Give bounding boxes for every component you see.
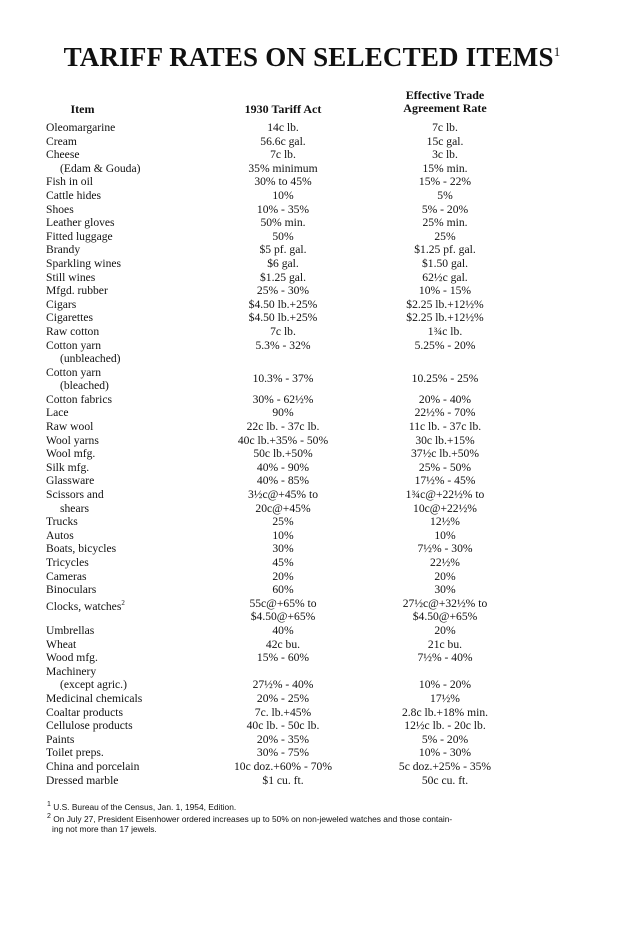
effective-rate-cell: $2.25 lb.+12½% [406, 311, 484, 325]
item-cell: Coaltar products [46, 705, 123, 719]
effective-rate-cell: 5.25% - 20% [414, 338, 476, 352]
table-row [0, 406, 624, 420]
effective-rate-cell: 12½% [430, 515, 460, 529]
table-row [0, 434, 624, 448]
effective-rate-cell: 10% - 15% [418, 284, 472, 298]
act-1930-cell: 50% min. [260, 216, 306, 230]
act-1930-cell: 45% [272, 556, 294, 569]
column-header-effective-rate: Effective Trade Agreement Rate [403, 88, 487, 115]
effective-rate-cell: 22½% - 70% [414, 406, 476, 420]
table-row [0, 162, 624, 176]
act-1930-cell: 35% minimum [248, 161, 318, 175]
item-cell: Wood mfg. [46, 651, 98, 665]
table-row [0, 284, 624, 298]
item-cell: Oleomargarine [46, 121, 116, 134]
table-row [0, 148, 624, 162]
effective-rate-cell: 21c bu. [427, 637, 463, 651]
effective-rate-cell: 25% min. [422, 216, 468, 230]
act-1930-cell: 30% - 62½% [252, 392, 314, 406]
item-cell: Glassware [46, 474, 95, 488]
table-row [0, 760, 624, 774]
effective-rate-cell: 50c cu. ft. [421, 773, 469, 787]
act-1930-cell: 40c lb.+35% - 50% [237, 433, 329, 447]
act-1930-cell: 15% - 60% [256, 651, 310, 665]
item-cell: Cellulose products [46, 719, 133, 733]
act-1930-cell: 25% - 30% [256, 284, 310, 298]
effective-rate-cell: 62½c gal. [422, 270, 468, 284]
footnote-2-continued: ing not more than 17 jewels. [52, 823, 157, 834]
act-1930-cell: 30% [272, 542, 294, 556]
table-row [0, 461, 624, 475]
act-1930-cell: $5 pf. gal. [259, 243, 307, 257]
table-row [0, 230, 624, 244]
item-cell: Scissors and shears [46, 488, 104, 515]
act-1930-cell: 40c lb. - 50c lb. [246, 719, 320, 733]
act-1930-cell: 42c bu. [265, 637, 301, 651]
effective-rate-cell: 5% - 20% [421, 732, 469, 746]
item-cell: Cameras [46, 569, 87, 583]
table-row [0, 216, 624, 230]
effective-rate-cell: 10% [434, 528, 456, 542]
act-1930-cell: 56.6c gal. [260, 134, 306, 148]
act-1930-cell: $4.50 lb.+25% [248, 311, 318, 325]
table-row [0, 189, 624, 203]
table-row [0, 665, 624, 692]
item-cell: Cattle hides [46, 188, 102, 202]
act-1930-cell: 7c lb. [270, 324, 296, 338]
table-row [0, 393, 624, 407]
table-row [0, 733, 624, 747]
act-1930-cell: 10% [272, 528, 294, 542]
act-1930-cell: 10c doz.+60% - 70% [234, 759, 332, 773]
item-cell: Raw cotton [46, 324, 100, 338]
act-1930-cell: $6 gal. [267, 256, 299, 270]
effective-rate-cell: 25% - 50% [418, 460, 472, 474]
act-1930-cell: 22c lb. - 37c lb. [246, 420, 320, 434]
effective-rate-cell: 7½% - 30% [417, 542, 473, 556]
item-cell: China and porcelain [46, 759, 140, 773]
item-cell: Autos [46, 528, 74, 542]
table-row [0, 135, 624, 149]
act-1930-cell: 60% [272, 583, 294, 597]
footnote-marker: 2 [121, 598, 125, 607]
effective-rate-cell: 5% [437, 188, 453, 202]
item-cell: Medicinal chemicals [46, 691, 143, 705]
table-row [0, 203, 624, 217]
act-1930-cell: 10% - 35% [256, 202, 310, 216]
title-footnote-marker: 1 [553, 44, 561, 59]
item-cell: Brandy [46, 243, 81, 257]
footnote-1: $^1$ U.S. Bureau of the Census, Jan. 1, 1954, Edition. [47, 801, 237, 812]
effective-rate-cell: 15c gal. [426, 134, 464, 148]
act-1930-cell: 3½c@+45% to 20c@+45% [247, 488, 319, 515]
item-cell: Wool mfg. [46, 447, 96, 461]
item-cell: Still wines [46, 270, 96, 284]
act-1930-cell: 25% [272, 515, 294, 529]
item-cell: Raw wool [46, 420, 94, 434]
table-row [0, 243, 624, 257]
act-1930-cell: $1 cu. ft. [262, 773, 304, 787]
effective-rate-cell: 30c lb.+15% [415, 433, 475, 447]
table-row [0, 774, 624, 788]
item-cell: Trucks [46, 515, 78, 529]
table-row [0, 474, 624, 488]
item-cell: Clocks, watches$^2$ [46, 598, 125, 613]
effective-rate-cell: 27½c@+32½% to $4.50@+65% [402, 596, 488, 624]
item-cell: Leather gloves [46, 216, 115, 230]
effective-rate-cell: 15% - 22% [418, 175, 472, 189]
table-row [0, 556, 624, 570]
item-cell: Wheat [46, 637, 77, 651]
effective-rate-cell: 3c lb. [432, 148, 458, 162]
effective-rate-cell: 7c lb. [432, 121, 458, 134]
table-row [0, 175, 624, 189]
act-1930-cell: 27½% - 40% [252, 678, 314, 692]
act-1930-cell: 20% [272, 569, 294, 583]
act-1930-cell: 40% - 85% [256, 474, 310, 488]
item-cell: Boats, bicycles [46, 542, 117, 556]
table-row [0, 311, 624, 325]
table-row [0, 570, 624, 584]
item-cell: Binoculars [46, 583, 97, 597]
item-cell: Silk mfg. [46, 460, 90, 474]
effective-rate-cell: 10% - 20% [418, 678, 472, 692]
act-1930-cell: 10.3% - 37% [252, 372, 314, 386]
item-cell: Shoes [46, 202, 74, 216]
footnotes [47, 800, 587, 834]
effective-rate-cell: 11c lb. - 37c lb. [408, 420, 482, 434]
act-1930-cell: 40% [272, 623, 294, 637]
effective-rate-cell: 22½% [430, 556, 460, 569]
act-1930-cell: 14c lb. [267, 121, 299, 134]
effective-rate-cell: 20% - 40% [418, 392, 472, 406]
act-1930-cell: 50c lb.+50% [253, 447, 313, 461]
effective-rate-cell: 10% - 30% [418, 746, 472, 760]
act-1930-cell: 7c. lb.+45% [254, 705, 312, 719]
effective-rate-cell: 10.25% - 25% [411, 372, 479, 386]
table-row [0, 325, 624, 339]
effective-rate-cell: 12½c lb. - 20c lb. [404, 719, 486, 733]
table-row [0, 542, 624, 556]
table-row [0, 624, 624, 638]
item-cell: Machinery (except agric.) [46, 664, 127, 692]
item-cell: Wool yarns [46, 433, 99, 447]
effective-rate-cell: $1.25 pf. gal. [414, 243, 476, 257]
item-cell: Toilet preps. [46, 746, 104, 760]
act-1930-cell: $4.50 lb.+25% [248, 297, 318, 311]
act-1930-cell: 5.3% - 32% [255, 338, 311, 352]
table-row [0, 597, 624, 624]
item-cell: (Edam & Gouda) [60, 161, 141, 175]
item-cell: Paints [46, 732, 75, 746]
effective-rate-cell: 1¾c lb. [427, 324, 463, 338]
effective-rate-cell: 1¾c@+22½% to 10c@+22½% [405, 488, 485, 515]
item-cell: Cotton yarn (bleached) [46, 365, 109, 393]
item-cell: Cheese [46, 148, 80, 162]
table-row [0, 121, 624, 135]
effective-rate-cell: 17½% - 45% [414, 474, 476, 488]
act-1930-cell: 50% [272, 229, 294, 243]
effective-rate-cell: 37½c lb.+50% [410, 447, 480, 461]
act-1930-cell: 90% [272, 406, 294, 420]
effective-rate-cell: $1.50 gal. [421, 256, 469, 270]
act-1930-cell: 55c@+65% to $4.50@+65% [249, 596, 317, 624]
column-header-item: Item [70, 102, 95, 116]
table-row [0, 420, 624, 434]
effective-rate-cell: 20% [434, 569, 456, 583]
effective-rate-cell: 30% [434, 583, 456, 597]
table-row [0, 719, 624, 733]
item-cell: Mfgd. rubber [46, 284, 108, 298]
table-row [0, 298, 624, 312]
table-row [0, 651, 624, 665]
act-1930-cell: 20% - 25% [256, 691, 310, 705]
table-row [0, 746, 624, 760]
item-cell: Dressed marble [46, 773, 119, 787]
effective-rate-cell: 17½% [430, 691, 460, 705]
table-row [0, 583, 624, 597]
act-1930-cell: 7c lb. [270, 148, 296, 162]
table-row [0, 339, 624, 366]
column-header-1930-act: 1930 Tariff Act [244, 102, 322, 116]
act-1930-cell: $1.25 gal. [259, 270, 307, 284]
item-cell: Fitted luggage [46, 229, 113, 243]
table-row [0, 488, 624, 515]
table-row [0, 257, 624, 271]
footnote-2: $^2$ On July 27, President Eisenhower ordered increases up to 50% on non-jeweled watches and those contain- [47, 812, 453, 824]
tariff-table [0, 121, 624, 787]
item-cell: Cream [46, 134, 77, 148]
item-cell: Cigarettes [46, 311, 94, 325]
table-row [0, 515, 624, 529]
table-row [0, 692, 624, 706]
effective-rate-cell: 7½% - 40% [417, 651, 473, 665]
effective-rate-cell: 5c doz.+25% - 35% [398, 759, 492, 773]
table-row [0, 447, 624, 461]
item-cell: Cigars [46, 297, 77, 311]
item-cell: Umbrellas [46, 623, 95, 637]
table-row [0, 706, 624, 720]
act-1930-cell: 30% - 75% [256, 746, 310, 760]
item-cell: Lace [46, 406, 69, 420]
item-cell: Cotton yarn (unbleached) [46, 338, 121, 366]
act-1930-cell: 40% - 90% [256, 460, 310, 474]
table-row [0, 638, 624, 652]
item-cell: Fish in oil [46, 175, 94, 189]
effective-rate-cell: 5% - 20% [421, 202, 469, 216]
act-1930-cell: 10% [272, 188, 294, 202]
effective-rate-cell: 20% [434, 623, 456, 637]
item-cell: Sparkling wines [46, 256, 122, 270]
effective-rate-cell: 25% [434, 229, 456, 243]
table-row [0, 529, 624, 543]
effective-rate-cell: $2.25 lb.+12½% [406, 297, 484, 311]
effective-rate-cell: 2.8c lb.+18% min. [401, 705, 489, 719]
table-row [0, 271, 624, 285]
item-cell: Tricycles [46, 556, 89, 569]
act-1930-cell: 30% to 45% [254, 175, 312, 189]
effective-rate-cell: 15% min. [422, 161, 468, 175]
item-cell: Cotton fabrics [46, 392, 113, 406]
table-row [0, 366, 624, 393]
act-1930-cell: 20% - 35% [256, 732, 310, 746]
page-title: TARIFF RATES ON SELECTED ITEMS$^1$ [63, 42, 561, 72]
